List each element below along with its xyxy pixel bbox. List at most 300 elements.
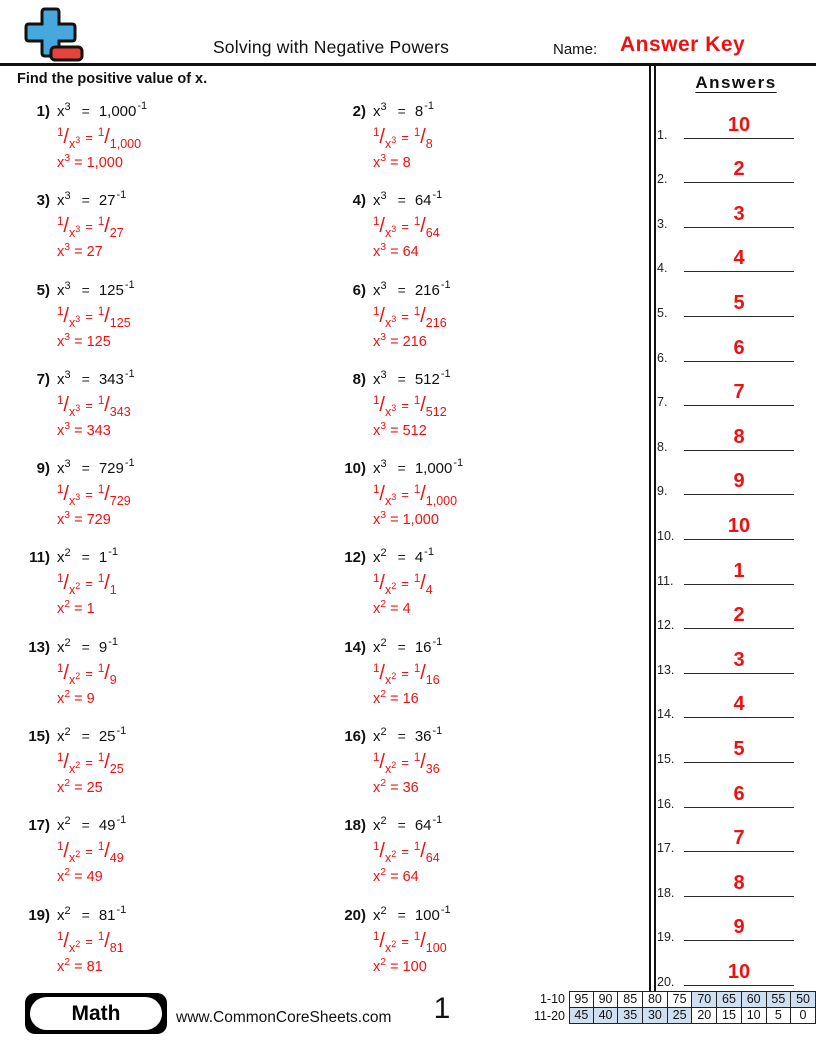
solution-variable: x (57, 244, 65, 261)
work-variable: x (68, 137, 76, 151)
solution-rest: = 25 (70, 780, 103, 797)
answer-value: 5 (733, 291, 745, 314)
answer-row-18 (650, 857, 814, 902)
work-variable-exponent: 2 (75, 760, 81, 771)
problem-solution (57, 242, 336, 264)
negative-exponent: -1 (453, 457, 464, 470)
answer-row-13 (650, 634, 814, 679)
work-numerator: 1 (413, 394, 421, 407)
solution-exponent: 3 (64, 330, 71, 343)
problem-19 (20, 901, 336, 990)
equals-sign: = (85, 219, 93, 235)
answer-blank-line (684, 227, 794, 228)
solution-variable: x (57, 869, 65, 886)
equation-value: 512 (414, 370, 440, 388)
work-denominator-value: 216 (425, 315, 447, 330)
score-cell: 65 (717, 991, 742, 1008)
solution-variable: x (373, 601, 381, 618)
answer-blank-line (684, 896, 794, 897)
work-variable-exponent: 3 (391, 492, 397, 503)
work-numerator: 1 (373, 127, 380, 139)
problem-solution (57, 957, 336, 979)
problem-6 (336, 276, 652, 365)
problem-4 (336, 186, 652, 275)
fraction-slash: / (63, 304, 69, 327)
work-numerator: 1 (373, 305, 380, 318)
equals-sign: = (85, 665, 93, 681)
fraction-slash: / (104, 840, 110, 863)
problem-equation (336, 457, 652, 481)
work-denominator-variable (68, 402, 81, 419)
equation-value: 49 (98, 817, 116, 835)
solution-variable: x (373, 780, 381, 797)
answer-blank-line (684, 405, 794, 406)
problem-equation (20, 368, 336, 392)
solution-variable: x (373, 958, 381, 975)
work-denominator-variable (69, 762, 80, 776)
solution-rest: = 1,000 (70, 155, 123, 171)
negative-exponent: -1 (432, 635, 443, 648)
fraction-slash: / (420, 661, 426, 684)
answer-number: 14. (657, 707, 675, 722)
solution-variable: x (373, 690, 381, 707)
work-variable: x (68, 940, 76, 955)
work-denominator-value: 4 (425, 583, 433, 598)
equation-exponent: 2 (64, 547, 71, 560)
answer-value: 4 (733, 693, 745, 716)
problem-7 (20, 365, 336, 454)
work-variable-exponent: 3 (391, 402, 397, 413)
equation-variable: x (57, 370, 65, 388)
work-denominator-value: 81 (109, 940, 124, 955)
work-variable-exponent: 3 (75, 402, 81, 413)
solution-rest: = 64 (386, 869, 419, 886)
problem-2 (336, 97, 652, 186)
score-cell: 5 (767, 1008, 792, 1025)
equals-sign: = (401, 487, 409, 503)
work-denominator-variable (385, 137, 396, 151)
equation-exponent: 2 (64, 815, 71, 828)
equation-variable: x (57, 192, 65, 210)
negative-exponent: -1 (124, 457, 135, 470)
score-cell: 15 (717, 1008, 742, 1025)
answers-list (650, 99, 814, 991)
problem-work (373, 749, 652, 778)
answer-blank-line (684, 851, 794, 852)
negative-exponent: -1 (116, 725, 127, 738)
negative-exponent: -1 (424, 546, 434, 559)
score-cell: 70 (692, 991, 717, 1008)
solution-exponent: 2 (380, 598, 387, 611)
equals-sign: = (81, 728, 90, 745)
work-variable-exponent: 2 (75, 938, 81, 949)
equals-sign: = (401, 397, 409, 413)
answer-blank-line (684, 673, 794, 674)
solution-variable: x (57, 958, 65, 975)
problem-work (373, 570, 652, 599)
equation-variable: x (57, 460, 65, 478)
work-denominator-variable (69, 583, 80, 597)
problem-equation (20, 904, 336, 928)
problem-solution (57, 510, 336, 532)
fraction-slash: / (420, 751, 426, 774)
fraction-slash: / (420, 393, 426, 416)
work-numerator: 1 (373, 662, 380, 675)
equation-exponent: 3 (380, 101, 387, 113)
problem-number: 9) (36, 460, 50, 478)
equation-exponent: 3 (64, 101, 71, 113)
problem-work (57, 838, 336, 867)
page-number: 1 (433, 992, 451, 1025)
solution-exponent: 3 (380, 152, 387, 164)
negative-exponent: -1 (137, 100, 148, 112)
score-cell: 55 (767, 991, 792, 1008)
equals-sign: = (401, 665, 409, 681)
equation-value: 8 (414, 103, 424, 120)
problem-work (373, 928, 652, 957)
fraction-slash: / (63, 929, 69, 952)
equals-sign: = (85, 397, 93, 413)
answer-value: 4 (733, 247, 745, 270)
solution-exponent: 3 (380, 509, 387, 522)
problem-number: 10) (344, 460, 366, 478)
answer-value: 10 (727, 514, 751, 537)
answer-row-5 (650, 277, 814, 322)
work-denominator-value: 125 (109, 315, 131, 330)
problem-number: 3) (36, 192, 50, 210)
negative-exponent: -1 (116, 189, 127, 202)
problem-solution (57, 867, 336, 889)
work-numerator: 1 (57, 573, 64, 586)
score-cell: 20 (692, 1008, 717, 1025)
work-denominator-value: 343 (109, 404, 131, 419)
work-numerator: 1 (97, 216, 105, 229)
work-variable: x (384, 762, 392, 777)
work-denominator-variable (385, 494, 396, 508)
equals-sign: = (81, 103, 90, 119)
answer-row-15 (650, 723, 814, 768)
work-numerator: 1 (413, 752, 421, 765)
equation-variable: x (373, 549, 381, 567)
equation-variable: x (373, 638, 381, 656)
work-numerator: 1 (413, 127, 421, 139)
problem-work (373, 660, 652, 689)
problem-number: 6) (352, 281, 366, 299)
solution-exponent: 3 (380, 330, 387, 343)
equals-sign: = (85, 487, 93, 503)
answer-value: 3 (733, 648, 745, 671)
equation-variable: x (373, 103, 381, 120)
answer-row-10 (650, 500, 814, 545)
score-row-11-20 (519, 1008, 816, 1025)
work-denominator-value: 100 (425, 940, 447, 955)
work-variable: x (384, 672, 392, 687)
work-numerator: 1 (413, 930, 421, 943)
equation-exponent: 2 (64, 636, 71, 649)
work-variable-exponent: 2 (391, 670, 397, 681)
answer-value: 8 (733, 871, 745, 894)
equals-sign: = (81, 817, 90, 834)
score-cell: 35 (618, 1008, 643, 1025)
answer-blank-line (684, 985, 794, 986)
answer-number: 16. (657, 796, 675, 811)
work-variable: x (68, 762, 76, 777)
equals-sign: = (85, 308, 93, 324)
equation-value: 36 (414, 728, 432, 746)
page-title: Solving with Negative Powers (212, 37, 450, 57)
solution-exponent: 2 (380, 866, 387, 879)
solution-exponent: 3 (64, 419, 71, 432)
work-numerator: 1 (57, 662, 64, 675)
answer-blank-line (684, 584, 794, 585)
work-numerator: 1 (57, 127, 64, 139)
equation-exponent: 3 (64, 368, 71, 381)
fraction-slash: / (379, 751, 385, 774)
equation-variable: x (57, 728, 65, 746)
solution-variable: x (57, 512, 65, 529)
work-denominator-variable (68, 670, 81, 687)
solution-exponent: 3 (380, 241, 387, 254)
fraction-slash: / (104, 483, 110, 506)
answer-blank-line (684, 539, 794, 540)
work-numerator: 1 (413, 841, 421, 854)
problem-work (57, 928, 336, 957)
answer-number: 4. (657, 261, 668, 276)
fraction-slash: / (63, 215, 69, 238)
equation-value: 216 (414, 281, 440, 299)
work-numerator: 1 (97, 930, 105, 943)
negative-exponent: -1 (432, 814, 443, 827)
problem-number: 7) (36, 370, 50, 388)
work-denominator-variable (385, 583, 396, 597)
work-denominator-value: 512 (425, 404, 447, 419)
work-denominator-variable (385, 851, 396, 865)
score-cell: 40 (594, 1008, 619, 1025)
answer-value: 8 (733, 425, 745, 448)
problem-work (373, 124, 652, 153)
fraction-slash: / (379, 840, 385, 863)
work-denominator-value: 27 (109, 226, 124, 241)
work-variable-exponent: 3 (391, 135, 397, 145)
answer-row-1 (650, 99, 814, 144)
solution-variable: x (373, 333, 381, 350)
score-cell: 0 (791, 1008, 816, 1025)
solution-variable: x (373, 869, 381, 886)
problem-12 (336, 543, 652, 632)
equals-sign: = (397, 728, 406, 745)
work-denominator-value: 64 (425, 851, 440, 866)
negative-exponent: -1 (432, 189, 443, 202)
solution-rest: = 125 (70, 333, 111, 350)
answer-number: 7. (657, 395, 668, 410)
work-numerator: 1 (373, 394, 380, 407)
subject-badge (25, 993, 167, 1034)
equation-value: 1 (98, 549, 108, 567)
work-variable-exponent: 3 (75, 492, 81, 503)
solution-exponent: 3 (380, 419, 387, 432)
solution-rest: = 512 (386, 422, 427, 439)
equation-variable: x (57, 103, 65, 120)
problem-solution (57, 778, 336, 800)
fraction-slash: / (63, 572, 69, 595)
equals-sign: = (401, 755, 409, 771)
problem-number: 2) (352, 103, 366, 120)
answer-row-14 (650, 679, 814, 724)
problem-equation (20, 100, 336, 124)
work-numerator: 1 (413, 216, 421, 229)
problem-solution (373, 689, 652, 711)
fraction-slash: / (104, 572, 110, 595)
subject-badge-inner (30, 997, 162, 1030)
equation-value: 4 (414, 549, 424, 567)
problem-number: 1) (36, 103, 50, 120)
work-variable-exponent: 2 (75, 581, 81, 592)
answer-number: 19. (657, 930, 675, 945)
answer-row-20 (650, 946, 814, 991)
equation-exponent: 2 (64, 904, 71, 917)
answer-number: 1. (657, 127, 668, 142)
fraction-slash: / (379, 661, 385, 684)
answer-row-17 (650, 813, 814, 858)
work-variable-exponent: 3 (75, 224, 81, 235)
work-numerator: 1 (413, 305, 421, 318)
problem-equation (336, 279, 652, 303)
equals-sign: = (85, 130, 93, 145)
equals-sign: = (397, 817, 406, 834)
equals-sign: = (397, 370, 406, 387)
answer-number: 3. (657, 216, 668, 231)
problem-work (57, 749, 336, 778)
work-numerator: 1 (57, 841, 64, 854)
work-variable: x (68, 404, 76, 419)
score-cell: 80 (643, 991, 668, 1008)
equals-sign: = (85, 755, 93, 771)
answer-value: 1 (733, 559, 745, 582)
answer-number: 8. (657, 439, 668, 454)
fraction-slash: / (420, 483, 426, 506)
work-denominator-value: 1,000 (109, 137, 142, 151)
solution-variable: x (373, 155, 381, 171)
work-numerator: 1 (57, 394, 64, 407)
work-denominator-variable (385, 226, 396, 240)
answer-row-2 (650, 144, 814, 189)
solution-variable: x (57, 422, 65, 439)
score-cell: 45 (569, 1008, 594, 1025)
solution-rest: = 81 (70, 958, 103, 975)
problem-number: 16) (344, 728, 366, 746)
work-numerator: 1 (57, 930, 64, 943)
equals-sign: = (401, 130, 409, 145)
problem-work (57, 303, 336, 332)
solution-exponent: 3 (64, 509, 71, 522)
equation-variable: x (373, 370, 381, 388)
work-variable: x (384, 494, 392, 509)
equation-exponent: 3 (64, 279, 71, 292)
score-cell: 85 (618, 991, 643, 1008)
problem-number: 4) (352, 192, 366, 210)
problem-number: 18) (344, 817, 366, 835)
equation-value: 1,000 (414, 460, 453, 478)
equation-value: 27 (98, 192, 116, 210)
work-variable-exponent: 3 (391, 224, 397, 235)
fraction-slash: / (379, 126, 385, 148)
equals-sign: = (81, 549, 90, 566)
problem-number: 19) (28, 906, 50, 924)
problem-equation (20, 725, 336, 749)
problem-number: 5) (36, 281, 50, 299)
equals-sign: = (401, 933, 409, 949)
equals-sign: = (397, 460, 406, 477)
website-text: www.CommonCoreSheets.com (176, 1009, 392, 1026)
work-numerator: 1 (97, 573, 105, 586)
fraction-slash: / (63, 840, 69, 863)
equation-value: 25 (98, 728, 116, 746)
problem-1 (20, 97, 336, 186)
work-variable-exponent: 2 (391, 938, 397, 949)
problem-equation (336, 636, 652, 660)
problem-3 (20, 186, 336, 275)
fraction-slash: / (379, 215, 385, 238)
solution-exponent: 2 (64, 955, 71, 968)
equation-variable: x (373, 460, 381, 478)
problem-number: 20) (344, 906, 366, 924)
work-variable: x (384, 940, 392, 955)
answer-row-11 (650, 545, 814, 590)
equation-exponent: 2 (380, 815, 387, 828)
work-numerator: 1 (373, 930, 380, 943)
equals-sign: = (81, 906, 90, 923)
equation-variable: x (57, 638, 65, 656)
solution-variable: x (57, 333, 65, 350)
equation-value: 100 (414, 906, 440, 924)
equals-sign: = (81, 638, 90, 655)
problem-work (373, 392, 652, 421)
equation-exponent: 3 (380, 368, 387, 381)
equals-sign: = (81, 370, 90, 387)
answer-blank-line (684, 717, 794, 718)
score-row-label: 11-20 (533, 1008, 565, 1023)
answers-title: Answers (695, 73, 777, 92)
solution-exponent: 2 (380, 687, 387, 700)
solution-exponent: 2 (380, 777, 387, 790)
score-row-label: 1-10 (539, 992, 565, 1006)
equals-sign: = (401, 576, 409, 592)
negative-exponent: -1 (440, 367, 451, 380)
fraction-slash: / (420, 126, 426, 148)
work-denominator-variable (69, 137, 80, 151)
equals-sign: = (85, 576, 93, 592)
answer-row-6 (650, 322, 814, 367)
solution-rest: = 216 (386, 333, 427, 350)
score-cell: 50 (791, 991, 816, 1008)
work-denominator-variable (384, 313, 397, 330)
equation-variable: x (57, 281, 65, 299)
problem-work (373, 303, 652, 332)
work-variable-exponent: 2 (391, 849, 397, 860)
equation-variable: x (373, 281, 381, 299)
fraction-slash: / (104, 929, 110, 952)
equation-exponent: 3 (380, 190, 387, 203)
answer-value: 2 (733, 158, 745, 181)
work-numerator: 1 (413, 484, 421, 497)
problem-equation (336, 904, 652, 928)
work-numerator: 1 (373, 216, 380, 229)
work-variable: x (68, 226, 76, 241)
work-variable: x (384, 851, 392, 866)
answer-number: 15. (657, 751, 675, 766)
problem-solution (373, 867, 652, 889)
work-numerator: 1 (57, 484, 64, 497)
